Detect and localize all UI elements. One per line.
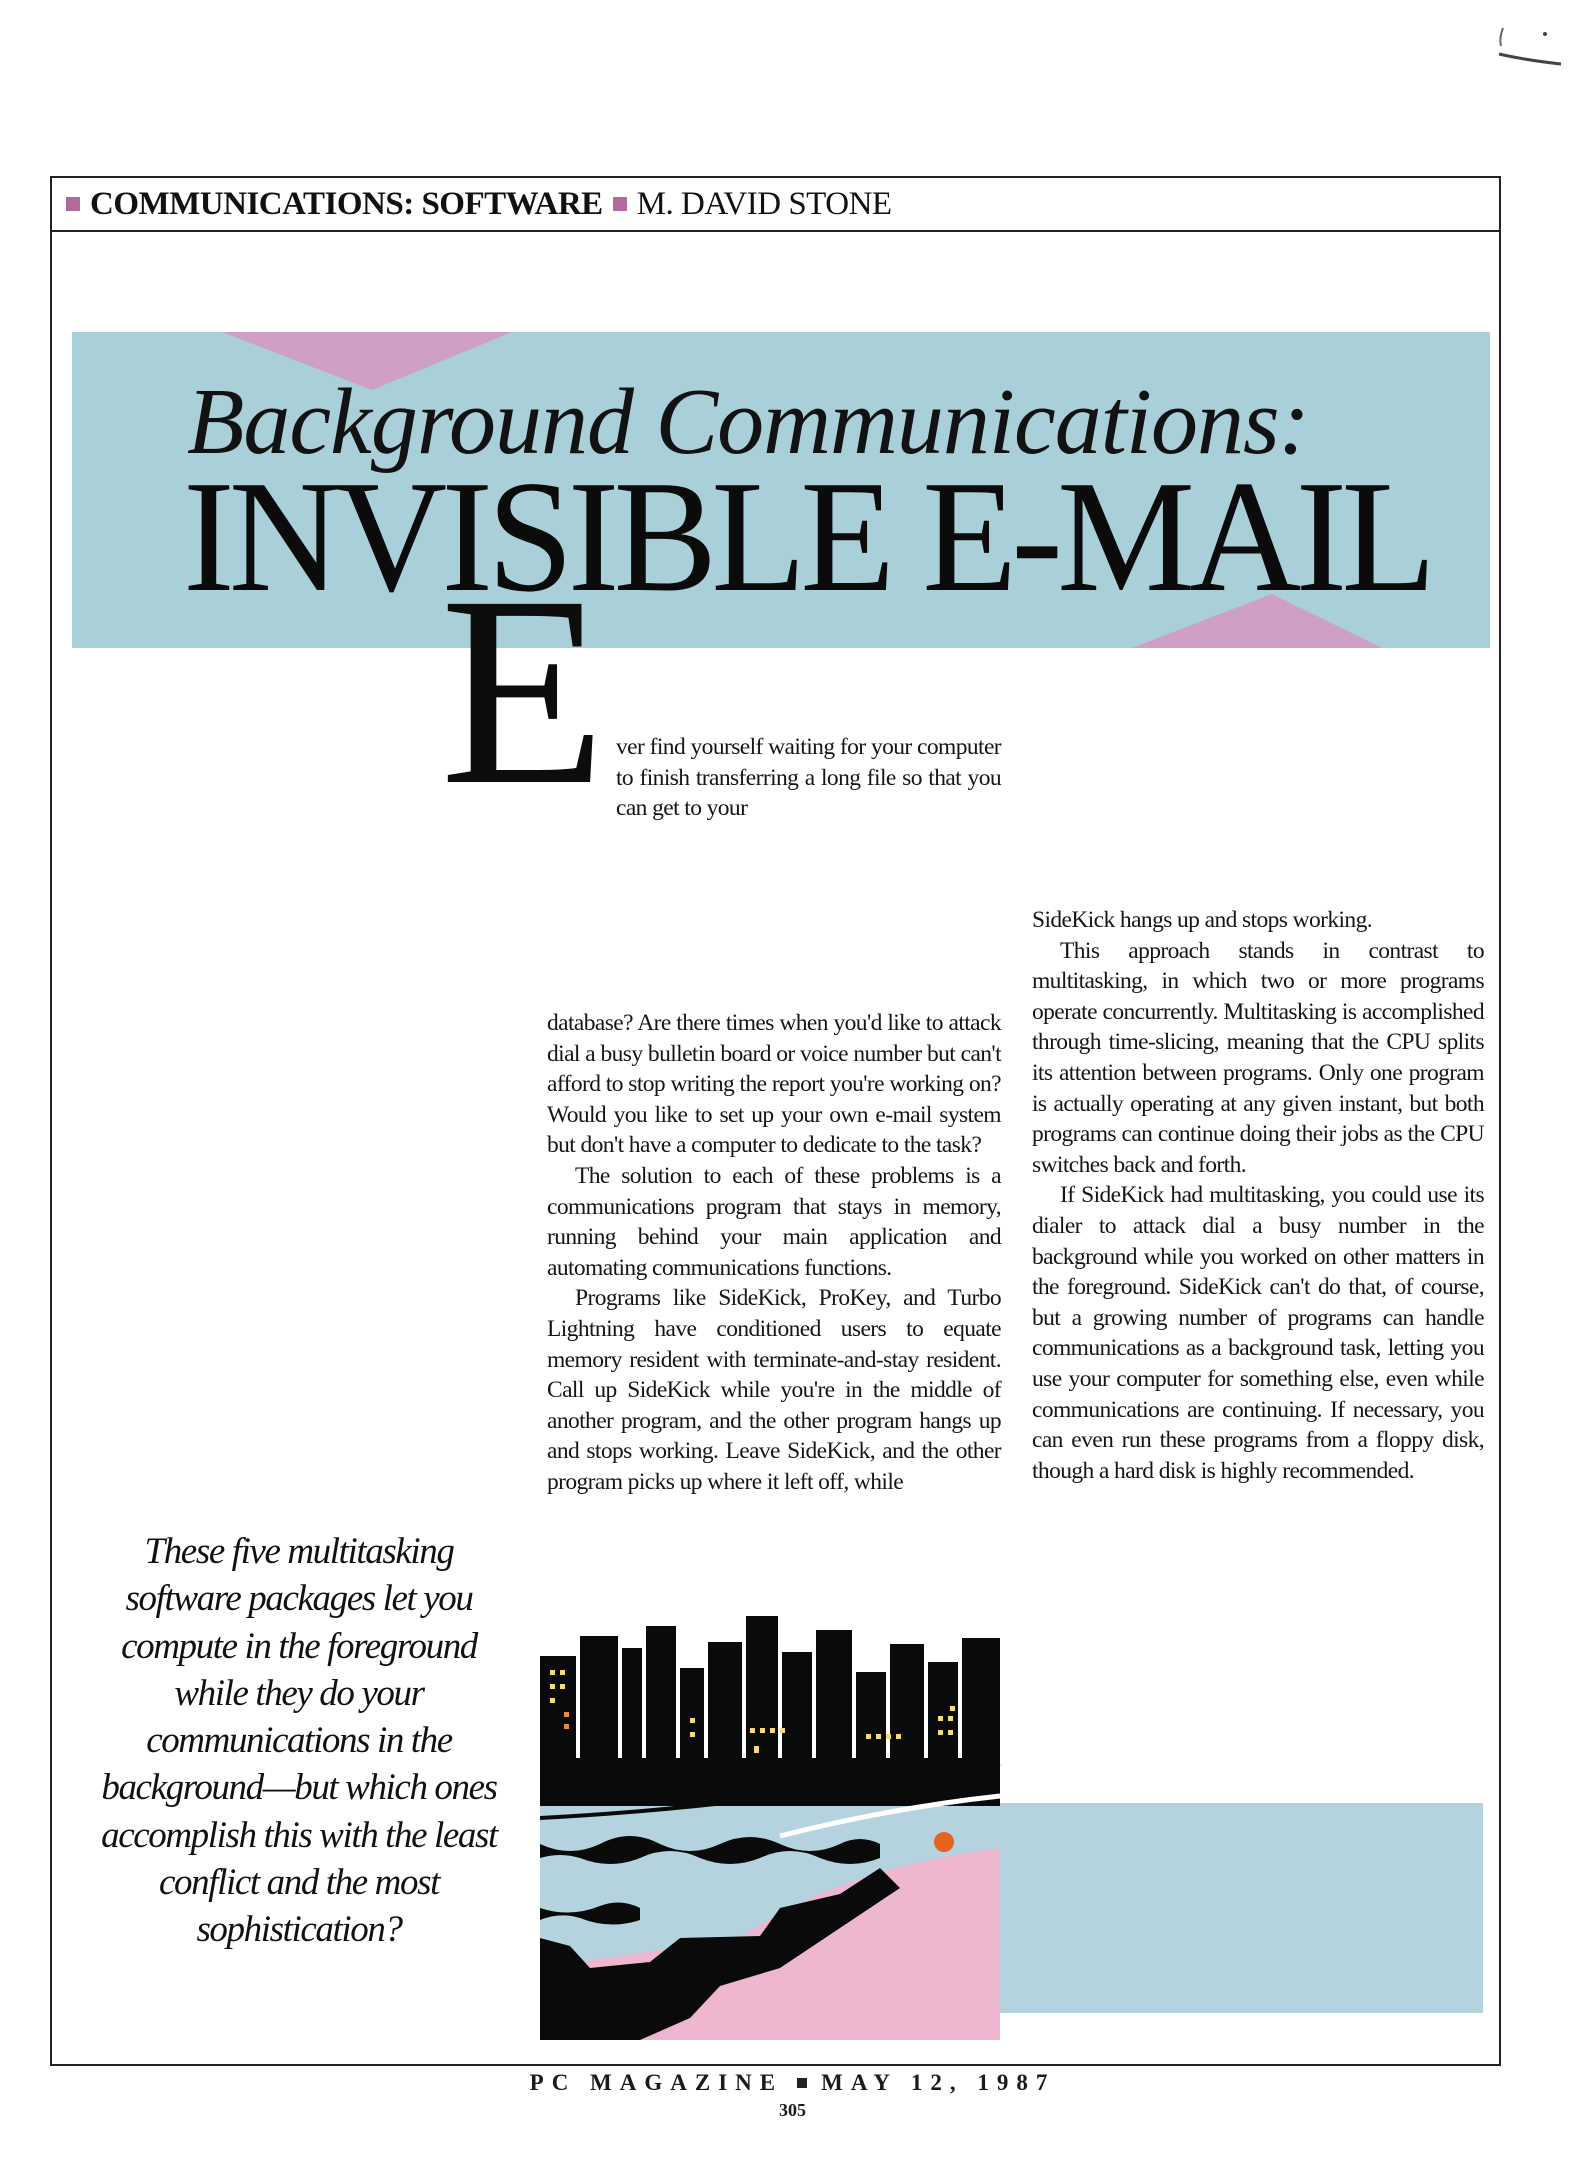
article-column-1-intro [616, 732, 1001, 824]
paragraph [1032, 1180, 1484, 1486]
drop-cap: E [440, 540, 607, 841]
paragraph [1032, 936, 1484, 1181]
page-footer [0, 2070, 1585, 2096]
pull-quote: These five multitasking software packages let you compute in the foreground while they do your communications in the background—but which ones accomplish this with the least conflict and the most sophistication? [101, 1531, 497, 1951]
paragraph [1032, 905, 1484, 936]
page-number: 305 [779, 2100, 806, 2120]
footer-separator-icon [797, 2078, 807, 2088]
paragraph-text: SideKick hangs up and stops working. [1032, 907, 1373, 933]
paragraph-text: database? Are there times when you'd like to attack dial a busy bulletin board or voice number but can't afford to stop writing the report you're working on? Would you like to set up your own e-mail system but don't have a computer to dedicate to the task? [547, 1010, 1001, 1159]
paragraph [547, 1008, 1001, 1161]
skyline-buildings [540, 1616, 1000, 1806]
city-skyline-illustration [540, 1608, 1483, 2040]
paragraph-text: Programs like SideKick, ProKey, and Turbo Lightning have conditioned users to equate memory resident with terminate-and-stay resident. Call up SideKick while you're in the middle of another program, and the other program hangs up and stops working. Leave SideKick, and the other program picks up where it left off, while [547, 1285, 1001, 1495]
section-marker-icon [613, 197, 627, 211]
paragraph-text: The solution to each of these problems is a communications program that stays in memory, running behind your main application and automating communications functions. [547, 1162, 1001, 1281]
section-label: COMMUNICATIONS: SOFTWARE [90, 185, 603, 222]
paragraph [547, 1283, 1001, 1497]
page-title: INVISIBLE E-MAIL [183, 447, 1431, 625]
author-name: M. DAVID STONE [636, 185, 892, 222]
paragraph-text: This approach stands in contrast to multitasking, in which two or more programs operate concurrently. Multitasking is accomplished through time-slicing, meaning that the CPU splits its attention between programs. Only one program is actually operating at any given instant, but both programs can continue doing their jobs as the CPU switches back and forth. [1032, 937, 1484, 1178]
paragraph: ver find yourself waiting for your computer to finish transferring a long file so that you can get to your [616, 734, 1001, 822]
article-column-1 [547, 1008, 1001, 1498]
illustration-blue-panel [1000, 1803, 1483, 2013]
title-banner [72, 332, 1490, 648]
article-column-2 [1032, 905, 1484, 1486]
paragraph-text: If SideKick had multitasking, you could use its dialer to attack dial a busy number in the background while you worked on other matters in the foreground. SideKick can't do that, of course, but a growing number of programs can handle communications as a background task, letting you use your computer for something else, even while communications are continuing. If necessary, you can even run these programs from a floppy disk, though a hard disk is highly recommended. [1032, 1182, 1484, 1484]
issue-date: MAY 12, 1987 [821, 2070, 1056, 2095]
magazine-name: PC MAGAZINE [529, 2070, 784, 2095]
section-header [52, 178, 1499, 232]
sun-icon [934, 1832, 954, 1852]
paragraph [547, 1161, 1001, 1283]
corner-pen-mark [1485, 8, 1565, 68]
title-subtitle: Background Communications: [187, 370, 1309, 474]
section-marker-icon [66, 197, 80, 211]
